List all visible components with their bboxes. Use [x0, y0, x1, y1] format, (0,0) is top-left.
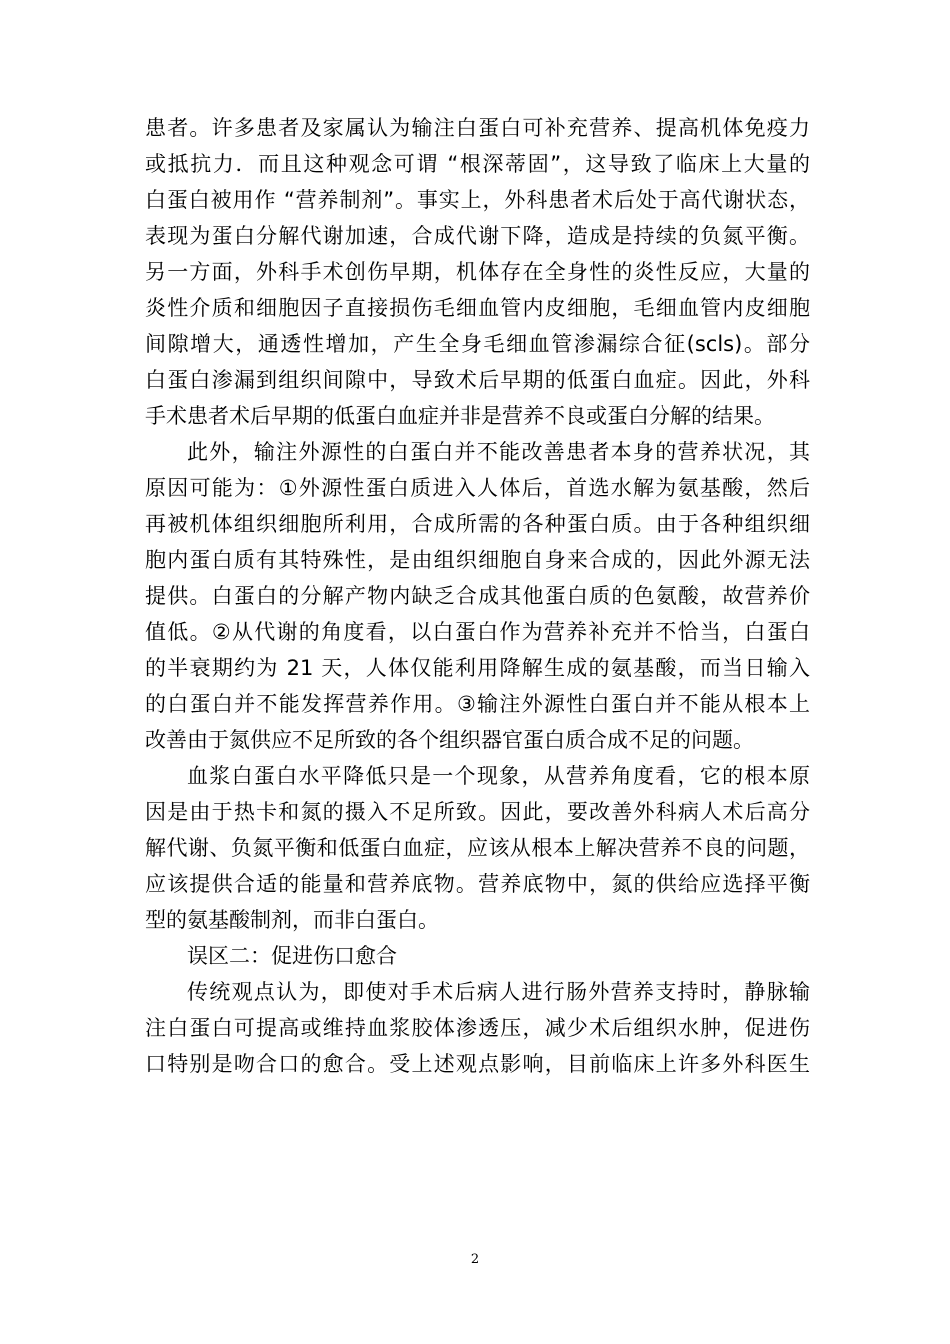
page-number: 2: [470, 1252, 480, 1267]
text-line: 原因可能为：①外源性蛋白质进入人体后，首选水解为氨基酸，然后: [145, 476, 810, 500]
text-line: 口特别是吻合口的愈合。受上述观点影响，目前临床上许多外科医生: [145, 1052, 810, 1076]
text-line: 改善由于氮供应不足所致的各个组织器官蛋白质合成不足的问题。: [145, 728, 754, 752]
text-line: 炎性介质和细胞因子直接损伤毛细血管内皮细胞，毛细血管内皮细胞: [145, 296, 810, 320]
text-line: 表现为蛋白分解代谢加速，合成代谢下降，造成是持续的负氮平衡。: [145, 224, 810, 248]
text-line: 胞内蛋白质有其特殊性，是由组织细胞自身来合成的，因此外源无法: [145, 548, 810, 572]
text-line: 因是由于热卡和氮的摄入不足所致。因此，要改善外科病人术后高分: [145, 800, 810, 824]
text-line: 或抵抗力．而且这种观念可谓 “根深蒂固”，这导致了临床上大量的: [145, 152, 810, 176]
document-body: [145, 110, 810, 1082]
text-line: 注白蛋白可提高或维持血浆胶体渗透压，减少术后组织水肿，促进伤: [145, 1016, 810, 1040]
text-line: 应该提供合适的能量和营养底物。营养底物中，氮的供给应选择平衡: [145, 872, 810, 896]
text-line: 间隙增大，通透性增加，产生全身毛细血管渗漏综合征(scls)。部分: [145, 332, 810, 356]
text-line: 的白蛋白并不能发挥营养作用。③输注外源性白蛋白并不能从根本上: [145, 692, 810, 716]
text-line: 值低。②从代谢的角度看，以白蛋白作为营养补充并不恰当，白蛋白: [145, 620, 810, 644]
text-line: 白蛋白渗漏到组织间隙中，导致术后早期的低蛋白血症。因此，外科: [145, 368, 810, 392]
text-line: 手术患者术后早期的低蛋白血症并非是营养不良或蛋白分解的结果。: [145, 404, 775, 428]
text-line: 血浆白蛋白水平降低只是一个现象，从营养角度看，它的根本原: [187, 764, 810, 788]
text-line: 的半衰期约为 21 天，人体仅能利用降解生成的氨基酸，而当日输入: [145, 656, 810, 680]
text-line: 白蛋白被用作 “营养制剂”。事实上，外科患者术后处于高代谢状态，: [145, 188, 810, 212]
text-line: 传统观点认为，即使对手术后病人进行肠外营养支持时，静脉输: [187, 980, 810, 1004]
text-line: 另一方面，外科手术创伤早期，机体存在全身性的炎性反应，大量的: [145, 260, 810, 284]
text-line: 此外，输注外源性的白蛋白并不能改善患者本身的营养状况，其: [187, 440, 810, 464]
text-line: 型的氨基酸制剂，而非白蛋白。: [145, 908, 439, 932]
text-line: 再被机体组织细胞所利用，合成所需的各种蛋白质。由于各种组织细: [145, 512, 810, 536]
text-line: 误区二：促进伤口愈合: [187, 944, 397, 968]
text-line: 解代谢、负氮平衡和低蛋白血症，应该从根本上解决营养不良的问题，: [145, 836, 810, 860]
text-line: 患者。许多患者及家属认为输注白蛋白可补充营养、提高机体免疫力: [145, 116, 810, 140]
text-line: 提供。白蛋白的分解产物内缺乏合成其他蛋白质的色氨酸，故营养价: [145, 584, 810, 608]
